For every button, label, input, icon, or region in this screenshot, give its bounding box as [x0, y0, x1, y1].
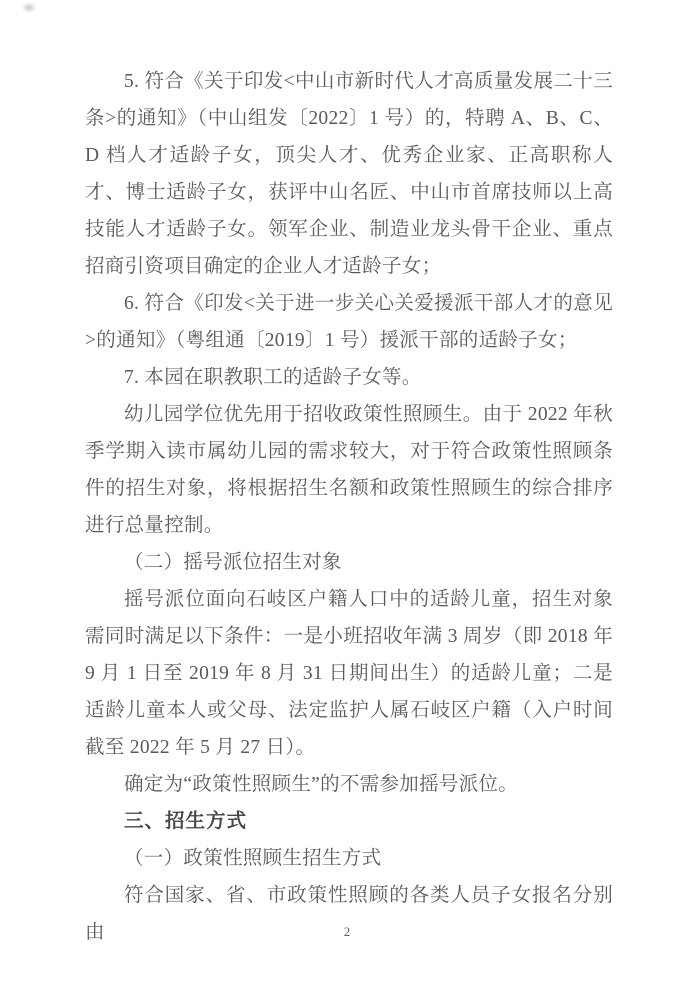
document-body: [85, 63, 613, 951]
scan-smudge-artifact: [24, 4, 34, 11]
exemption-paragraph: 确定为“政策性照顾生”的不需参加摇号派位。: [124, 774, 519, 795]
subsection-heading-policy-method: （一）政策性照顾生招生方式: [124, 848, 382, 869]
policy-item-6: 6. 符合《印发<关于进一步关心关爱援派干部人才的意见>的通知》（粤组通〔2019〕1 号）援派干部的适龄子女；: [85, 293, 613, 351]
subsection-heading-lottery-targets: （二）摇号派位招生对象: [124, 552, 342, 573]
policy-item-7: 7. 本园在职教职工的适龄子女等。: [124, 367, 422, 388]
page-number: 2: [343, 924, 351, 939]
policy-item-5: 5. 符合《关于印发<中山市新时代人才高质量发展二十三条>的通知》（中山组发〔2022〕1 号）的，特聘 A、B、C、D 档人才适龄子女，顶尖人才、优秀企业家、正高职称人才、博士适龄子女，获评中山名匠、中山市首席技师以上高技能人才适龄子女。领军企业、制造业龙头骨干企业、重点招商引资项目确定的企业人才适龄子女；: [85, 71, 613, 277]
lottery-conditions-paragraph: 摇号派位面向石岐区户籍人口中的适龄儿童，招生对象需同时满足以下条件：一是小班招收年满 3 周岁（即 2018 年 9 月 1 日至 2019 年 8 月 31 日期间出生）的适龄儿童；二是适龄儿童本人或父母、法定监护人属石岐区户籍（入户时间截至 2022 年 5 月 27 日）。: [85, 589, 613, 758]
section-heading-enrollment-methods: 三、招生方式: [124, 810, 248, 832]
priority-note-paragraph: 幼儿园学位优先用于招收政策性照顾生。由于 2022 年秋季学期入读市属幼儿园的需求较大，对于符合政策性照顾条件的招生对象，将根据招生名额和政策性照顾生的综合排序进行总量控制。: [85, 404, 613, 536]
closing-paragraph: 符合国家、省、市政策性照顾的各类人员子女报名分别由: [85, 885, 613, 943]
